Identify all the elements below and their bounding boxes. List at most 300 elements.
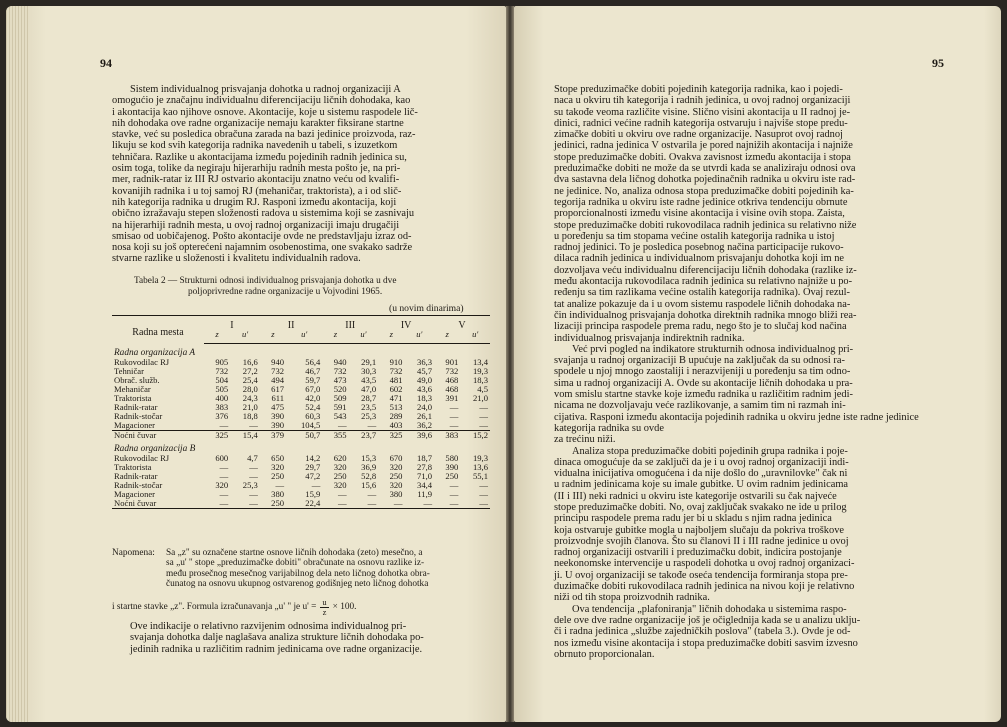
left-page: [6, 6, 506, 722]
value-cell: 380: [271, 489, 285, 499]
value-cell: —: [449, 420, 459, 430]
text-line: jedinih radnika u različitim radnim jedinicama ove radne organizacije.: [130, 643, 423, 655]
text-line: proizvodnje svojih članova. Što su članovi II i III radne jedinice u ovoj: [554, 535, 849, 547]
value-cell: —: [434, 499, 460, 509]
value-cell: 468: [445, 375, 459, 385]
table-unit: (u novim dinarima): [389, 303, 464, 314]
text-line: čin individualnog prisvajanja dohotka direktnih radnika mnogo bliži rea-: [554, 309, 857, 321]
text-line: preduzimačke dobiti ne može da se utvrdi kada se analiziraju odnosi ova: [554, 163, 856, 175]
group-header: II: [260, 316, 323, 331]
text-line: naca u okviru tih kategorija i radnih jedinica, u ovoj radnoj organizaciji: [554, 95, 851, 107]
text-line: dele ove dve radne organizacije još je očiglednija kada se u analizu uklju-: [554, 614, 861, 626]
closing-text: [112, 621, 492, 655]
value-cell: 320: [215, 480, 229, 490]
subheader-cell: u': [349, 330, 379, 344]
value-cell: 52,8: [361, 471, 377, 481]
table-row: [112, 454, 490, 463]
value-cell: 47,2: [305, 471, 321, 481]
text-line: obrnuto proporcionalan.: [554, 648, 655, 660]
value-cell: 25,4: [242, 375, 258, 385]
text-line: neekonomske intervencije u raspodeli dohotka u ovoj radnoj organizaci-: [554, 558, 855, 570]
value-cell: —: [219, 420, 229, 430]
value-cell: 36,9: [361, 462, 377, 472]
value-cell: —: [479, 489, 488, 499]
table-caption-line: poljoprivredne radne organizacije u Vojvodini 1965.: [188, 286, 383, 297]
text-line: osim toga, tolike da negiraju hijerarhiju radnih mesta pošto je, na pri-: [112, 163, 401, 175]
table-row: [112, 394, 490, 403]
paragraph: [554, 446, 932, 604]
text-line: či i radna jedinica „službe zajedničkih poslova" (tabela 3.). Ovde je od-: [554, 626, 851, 638]
value-cell: —: [404, 499, 434, 509]
row-label: Obrač. služb.: [114, 375, 160, 385]
text-line: dva sastavna dela ličnog dohotka pojedinačnih radnika u okviru iste rad-: [554, 174, 856, 186]
value-cell: 27,2: [242, 366, 258, 376]
text-line: jedinici, radna jedinica V ostvarila je pored najnižih akontacija i najniže: [554, 140, 853, 152]
row-label: Rukovodilac RJ: [114, 357, 170, 367]
subheader-cell: z: [322, 330, 348, 344]
text-line: duzimačke dobiti rukovodilaca radnih jedinica na nivou koji je relativno: [554, 581, 855, 593]
row-label: Magacioner: [114, 420, 156, 430]
text-line: omogućio je značajnu individualnu diferencijaciju ličnih dohodaka, kao: [112, 95, 411, 107]
text-line: cijativa. Rasponi između akontacija pojedinih radnika u okviru jedne iste radne jedinice: [554, 411, 919, 423]
table-header-row: [112, 316, 490, 331]
right-page: [514, 6, 1001, 722]
value-cell: 390: [271, 411, 285, 421]
value-cell: 289: [389, 411, 403, 421]
value-cell: 400: [215, 393, 229, 403]
value-cell: 36,2: [417, 420, 433, 430]
value-cell: —: [322, 499, 348, 509]
value-cell: 22,4: [286, 499, 322, 509]
value-cell: —: [338, 489, 347, 499]
value-cell: 520: [333, 384, 347, 394]
value-cell: —: [449, 411, 459, 421]
text-line: kategorija radnika su ovde: [554, 422, 664, 434]
value-cell: 46,7: [305, 366, 321, 376]
value-cell: 543: [333, 411, 347, 421]
row-header: Radna mesta: [112, 316, 204, 344]
value-cell: 24,0: [417, 402, 433, 412]
value-cell: 19,3: [472, 453, 488, 463]
value-cell: —: [204, 499, 230, 509]
note-label: Napomena:: [112, 548, 155, 558]
value-cell: 940: [271, 357, 285, 367]
value-cell: 494: [271, 375, 285, 385]
table-note: [112, 548, 492, 617]
value-cell: 18,7: [417, 453, 433, 463]
row-label: Magacioner: [114, 489, 156, 499]
row-label: Radnik-stočar: [114, 411, 163, 421]
table-row: [112, 499, 490, 509]
note-line: čunatog na osnovu ukupnog ostvarenog godišnjeg neto ličnog dohotka: [166, 579, 429, 590]
value-cell: 732: [215, 366, 229, 376]
text-line: sima u radnoj organizaciji A. Ovde su akontacije ličnih dohodaka u pra-: [554, 377, 853, 389]
value-cell: 29,7: [305, 462, 321, 472]
value-cell: 50,7: [286, 431, 322, 441]
value-cell: 732: [445, 366, 459, 376]
org-group-label: Radna organizacija B: [114, 444, 196, 454]
value-cell: 320: [333, 480, 347, 490]
value-cell: 45,7: [417, 366, 433, 376]
value-cell: 940: [333, 357, 347, 367]
value-cell: 11,9: [417, 489, 433, 499]
value-cell: —: [311, 480, 321, 490]
group-header: IV: [378, 316, 434, 331]
value-cell: 14,2: [305, 453, 321, 463]
value-cell: 71,0: [417, 471, 433, 481]
text-line: Ove indikacije o relativno razvijenim odnosima individualnog pri-: [130, 621, 407, 632]
org-group-row: [112, 440, 490, 454]
value-cell: —: [249, 420, 258, 430]
text-line: lizaciji principa raspodele prema radu, nego što je to slučaj kod načina: [554, 321, 847, 333]
value-cell: 580: [445, 453, 459, 463]
value-cell: 23,5: [361, 402, 377, 412]
text-line: vidualna inicijativa omogućena i da nije došlo do „uravnilovke" čak ni: [554, 468, 848, 480]
text-line: stope preduzimačke dobiti rukovodilaca radnih jedinica su relativno niže: [554, 219, 857, 231]
text-line: stvarne razlike u složenosti i kvalitetu individualnih radova.: [112, 253, 361, 265]
value-cell: —: [449, 489, 459, 499]
value-cell: 47,0: [361, 384, 377, 394]
page-number-left: 94: [100, 56, 112, 70]
paragraph: [554, 604, 932, 660]
value-cell: 25,3: [242, 480, 258, 490]
text-line: tat analize pokazuje da i u ovom sistemu raspodele ličnih dohodaka na-: [554, 298, 851, 310]
value-cell: 39,6: [404, 431, 434, 441]
intro-paragraph: [112, 84, 493, 265]
text-line: principu raspodele prema radu jer bi u skladu s njim radna jedinica: [554, 513, 832, 525]
value-cell: 250: [260, 499, 286, 509]
value-cell: 29,1: [361, 357, 377, 367]
text-line: dinaca omogućuje da se zaključi da je i u ovoj radnoj organizaciji indi-: [554, 456, 849, 468]
value-cell: 611: [271, 393, 285, 403]
text-line: koja ostvaruje gubitke mogla u najboljem slučaju da pokriva troškove: [554, 524, 845, 536]
page-number-right: 95: [932, 56, 944, 70]
table-row: [112, 490, 490, 499]
value-cell: 13,6: [472, 462, 488, 472]
value-cell: 325: [204, 431, 230, 441]
text-line: mer, radnik-ratar iz III RJ ostvario akontaciju znatno veću od kvalifi-: [112, 174, 400, 186]
text-line: (II i III) neki radnici u okviru iste kategorije ostvarili su čak najveće: [554, 490, 837, 502]
text-line: svajanja u radnoj organizaciji B upućuje na zaključak da su odnosi ra-: [554, 355, 845, 367]
group-header: I: [204, 316, 260, 331]
value-cell: 60,3: [305, 411, 321, 421]
value-cell: 481: [389, 375, 403, 385]
value-cell: 379: [260, 431, 286, 441]
formula-prefix: i startne stavke „z". Formula izračunavanja „u' " je u' =: [112, 601, 317, 612]
value-cell: 43,5: [361, 375, 377, 385]
text-line: obično izražavaju stepen složenosti radova u sistemima koji se zasnivaju: [112, 208, 415, 220]
row-label: Traktorista: [114, 393, 152, 403]
paragraph: [554, 344, 932, 446]
table-row: [112, 385, 490, 394]
value-cell: 28,7: [361, 393, 377, 403]
value-cell: 390: [271, 420, 285, 430]
value-cell: 15,3: [361, 453, 377, 463]
value-cell: 591: [333, 402, 347, 412]
value-cell: —: [367, 420, 377, 430]
text-line: Ova tendencija „plafoniranja" ličnih dohodaka u sistemima raspo-: [572, 603, 847, 615]
text-line: kovanijih radnika i u toj samoj RJ (mehaničar, traktorista), a i od slič-: [112, 185, 402, 197]
value-cell: —: [230, 499, 260, 509]
value-cell: 18,3: [417, 393, 433, 403]
value-cell: 28,0: [242, 384, 258, 394]
value-cell: 617: [271, 384, 285, 394]
text-line: svajanja dohotka dalje naglašava analiza strukture ličnih dohodaka po-: [130, 632, 424, 644]
text-line: smisao od uobičajenog. Pošto akontacije ovde ne predstavljaju izraz od-: [112, 230, 412, 242]
text-line: tehničara. Razlike u akontacijama između pojedinih radnih jedinica su,: [112, 151, 407, 163]
value-cell: 15,2: [460, 431, 490, 441]
value-cell: 18,3: [472, 375, 488, 385]
value-cell: 901: [445, 357, 459, 367]
value-cell: 18,8: [242, 411, 258, 421]
value-cell: 67,0: [305, 384, 321, 394]
table-row: [112, 358, 490, 367]
value-cell: 52,4: [305, 402, 321, 412]
value-cell: —: [249, 471, 258, 481]
value-cell: 473: [333, 375, 347, 385]
table-row: [112, 481, 490, 490]
text-line: ne jedinice. No, analiza odnosa stopa preduzimačke dobiti pojedinih ka-: [554, 185, 854, 197]
text-line: su takođe veoma različite visine. Slično visini akontacija u II radnoj je-: [554, 106, 851, 118]
value-cell: —: [449, 402, 459, 412]
table-caption-line: Tabela 2 — Strukturni odnosi individualnog prisvajanja dohotka u dve: [134, 276, 397, 286]
value-cell: 56,4: [305, 357, 321, 367]
text-line: među akontacija rukovodilaca radnih jedinica su relativno najniže u po-: [554, 276, 853, 288]
value-cell: 650: [271, 453, 285, 463]
table-row: [112, 431, 490, 441]
value-cell: —: [249, 489, 258, 499]
value-cell: 250: [333, 471, 347, 481]
row-label: Noćni čuvar: [112, 499, 204, 509]
note-line: Sa „z" su označene startne osnove ličnih dohodaka (zeto) mesečno, a: [166, 548, 423, 558]
income-structure-table: [112, 315, 490, 509]
value-cell: 732: [333, 366, 347, 376]
value-cell: 49,0: [417, 375, 433, 385]
text-line: individualnog prisvajanja indirektnih radnika.: [554, 332, 745, 344]
formula-denominator: z: [322, 606, 327, 617]
table-row: [112, 367, 490, 376]
book-spine: [506, 6, 514, 722]
value-cell: —: [367, 489, 377, 499]
text-line: u poređenju sa tim stopama većine ostalih kategorija radnika u istoj: [554, 230, 835, 242]
text-line: stope preduzimačke dobiti. No, ovaj zaključak svakako ne ide u prilog: [554, 501, 847, 513]
value-cell: —: [219, 462, 229, 472]
row-label: Tehničar: [114, 366, 144, 376]
value-cell: 250: [271, 471, 285, 481]
value-cell: 34,4: [417, 480, 433, 490]
value-cell: 468: [445, 384, 459, 394]
row-label: Radnik-stočar: [114, 480, 163, 490]
value-cell: 391: [445, 393, 459, 403]
group-header: V: [434, 316, 490, 331]
value-cell: 19,3: [472, 366, 488, 376]
text-line: proporcionalnosti između visine akontacija i visine ovih stopa. Zaista,: [554, 208, 845, 220]
value-cell: —: [349, 499, 379, 509]
subheader-cell: z: [434, 330, 460, 344]
value-cell: 15,4: [230, 431, 260, 441]
text-line: i akontacija kao njihove osnove. Akontacije, koje u sistemu raspodele lič-: [112, 106, 418, 118]
note-line: sa „u' " stope „preduzimačke dobiti" obračunate na osnovu razlike iz-: [166, 558, 425, 569]
value-cell: —: [479, 420, 488, 430]
table-row: [112, 421, 490, 431]
text-line: niži od tih stopa proizvodnih radnika.: [554, 592, 710, 604]
text-line: na hijerarhiji radnih mesta, u ovoj radnoj organizaciji imaju drugačiji: [112, 219, 400, 231]
value-cell: —: [378, 499, 404, 509]
note-body: [166, 548, 492, 590]
value-cell: —: [449, 480, 459, 490]
value-cell: 670: [389, 453, 403, 463]
text-line: ji. U ovoj organizaciji se takođe oseća tendencija formiranja stopa pre-: [554, 569, 848, 581]
table-row: [112, 376, 490, 385]
note-formula: [112, 598, 492, 617]
text-line: nos između visine akontacija i stopa preduzimačke dobiti sasvim izvesno: [554, 637, 858, 649]
group-header: III: [322, 316, 378, 331]
text-line: stavke, već su posledica obračuna zarada na bazi jedinice proizvoda, raz-: [112, 129, 416, 141]
value-cell: 104,5: [301, 420, 321, 430]
value-cell: 905: [215, 357, 229, 367]
value-cell: 21,0: [242, 402, 258, 412]
value-cell: —: [338, 420, 347, 430]
row-label: Radnik-ratar: [114, 402, 158, 412]
table-caption: [134, 276, 479, 297]
text-line: nicama ne dozvoljavaju veće razlikovanje, a samim tim ni razmah ini-: [554, 400, 846, 412]
formula-fraction: [320, 598, 328, 617]
value-cell: —: [219, 489, 229, 499]
subheader-cell: u': [404, 330, 434, 344]
value-cell: 380: [389, 489, 403, 499]
subheader-cell: u': [460, 330, 490, 344]
text-line: Analiza stopa preduzimačke dobiti pojedinih grupa radnika i poje-: [572, 445, 848, 457]
value-cell: 24,3: [242, 393, 258, 403]
value-cell: —: [479, 480, 488, 490]
subheader-cell: z: [204, 330, 230, 344]
value-cell: 475: [271, 402, 285, 412]
text-line: vom smislu startne stavke koje između radnika u različitim radnim jedi-: [554, 389, 853, 401]
value-cell: 15,6: [361, 480, 377, 490]
value-cell: 250: [445, 471, 459, 481]
value-cell: 36,3: [417, 357, 433, 367]
value-cell: 4,5: [477, 384, 488, 394]
value-cell: 27,8: [417, 462, 433, 472]
value-cell: 320: [333, 462, 347, 472]
text-line: u radnim jedinicama koje su imale gubitke. U ovim radnim jedinicama: [554, 479, 849, 491]
text-line: tegorija radnika u okviru iste radne jedinice otkriva tendenciju obrnute: [554, 196, 848, 208]
subheader-cell: u': [286, 330, 322, 344]
note-line: među prosečnog mesečnog varijabilnog dela neto ličnog dohotka obra-: [166, 568, 430, 579]
text-line: nih kategorija radnika u drugim RJ. Rasponi između akontacija, koji: [112, 196, 397, 208]
table-row: [112, 403, 490, 412]
value-cell: 16,6: [242, 357, 258, 367]
org-group-label: Radna organizacija A: [114, 348, 196, 358]
value-cell: 21,0: [472, 393, 488, 403]
value-cell: 43,6: [417, 384, 433, 394]
text-line: za trećinu niži.: [554, 434, 616, 446]
value-cell: 42,0: [305, 393, 321, 403]
row-label: Traktorista: [114, 462, 152, 472]
text-line: Sistem individualnog prisvajanja dohotka u radnoj organizaciji A: [130, 84, 401, 95]
value-cell: 376: [215, 411, 229, 421]
value-cell: 25,3: [361, 411, 377, 421]
text-line: dilaca radnih jedinica u individualnom prisvajanju dohotka koji im ne: [554, 253, 845, 265]
formula-numerator: u: [322, 596, 327, 607]
value-cell: 504: [215, 375, 229, 385]
value-cell: 15,9: [305, 489, 321, 499]
org-group-row: [112, 344, 490, 359]
value-cell: 4,7: [247, 453, 258, 463]
value-cell: 23,7: [349, 431, 379, 441]
value-cell: 30,3: [361, 366, 377, 376]
value-cell: 600: [215, 453, 229, 463]
text-line: ređenju sa tim razlikama većine ostalih kategorija radnika). Ovaj rezul-: [554, 287, 851, 299]
value-cell: 471: [389, 393, 403, 403]
text-line: radnoj organizaciji ostvarili i preduzimačku dobit, indicira postojanje: [554, 547, 842, 559]
text-line: zimačke dobiti u okviru ove radne organizacije. Nasuprot ovoj radnoj: [554, 129, 843, 141]
row-label: Radnik-ratar: [114, 471, 158, 481]
subheader-cell: z: [260, 330, 286, 344]
formula-suffix: × 100.: [332, 601, 357, 612]
value-cell: 325: [378, 431, 404, 441]
text-line: nosa koji su još opterećeni najamnim osobenostima, one svakako sadrže: [112, 242, 413, 254]
subheader-cell: z: [378, 330, 404, 344]
page-edges: [6, 6, 28, 722]
value-cell: —: [460, 499, 490, 509]
row-label: Mehaničar: [114, 384, 151, 394]
text-line: stope preduzimačke dobiti. Ovakva zavisnost između akontacija i stopa: [554, 151, 851, 163]
text-line: spodele u njoj mnogo zaostaliji i nerazvijeniji u poređenju sa tim odno-: [554, 366, 851, 378]
text-line: dozvoljava veću individualnu diferencijaciju ličnih dohodaka (razlike iz-: [554, 264, 857, 276]
value-cell: 390: [445, 462, 459, 472]
value-cell: —: [479, 402, 488, 412]
paragraph: [554, 84, 932, 344]
text-line: Stope preduzimačke dobiti pojedinih kategorija radnika, kao i pojedi-: [554, 84, 843, 95]
table-row: [112, 472, 490, 481]
row-label: Noćni čuvar: [112, 431, 204, 441]
value-cell: 505: [215, 384, 229, 394]
value-cell: 13,4: [472, 357, 488, 367]
value-cell: 403: [389, 420, 403, 430]
value-cell: 320: [271, 462, 285, 472]
value-cell: 732: [271, 366, 285, 376]
value-cell: —: [275, 480, 285, 490]
row-label: Rukovodilac RJ: [114, 453, 170, 463]
subheader-cell: u': [230, 330, 260, 344]
value-cell: 513: [389, 402, 403, 412]
value-cell: 26,1: [417, 411, 433, 421]
value-cell: 383: [434, 431, 460, 441]
value-cell: —: [219, 471, 229, 481]
value-cell: 250: [389, 471, 403, 481]
value-cell: 732: [389, 366, 403, 376]
value-cell: —: [479, 411, 488, 421]
value-cell: 602: [389, 384, 403, 394]
value-cell: 910: [389, 357, 403, 367]
value-cell: 320: [389, 462, 403, 472]
value-cell: —: [249, 462, 258, 472]
value-cell: 620: [333, 453, 347, 463]
text-line: likuju se kod svih kategorija radnika navedenih u tabeli, s izuzetkom: [112, 140, 398, 152]
value-cell: 355: [322, 431, 348, 441]
table-row: [112, 463, 490, 472]
right-page-body: [554, 84, 932, 660]
value-cell: 383: [215, 402, 229, 412]
value-cell: 509: [333, 393, 347, 403]
value-cell: 59,7: [305, 375, 321, 385]
text-line: nih dohodaka ove radne organizacije nemaju karakter fiksirane startne: [112, 117, 404, 129]
text-line: Već prvi pogled na indikatore strukturnih odnosa individualnog pri-: [572, 343, 854, 355]
value-cell: 55,1: [472, 471, 488, 481]
text-line: radnoj jedinici. To je posledica posebnog načina participacije rukovo-: [554, 242, 844, 254]
value-cell: 320: [389, 480, 403, 490]
